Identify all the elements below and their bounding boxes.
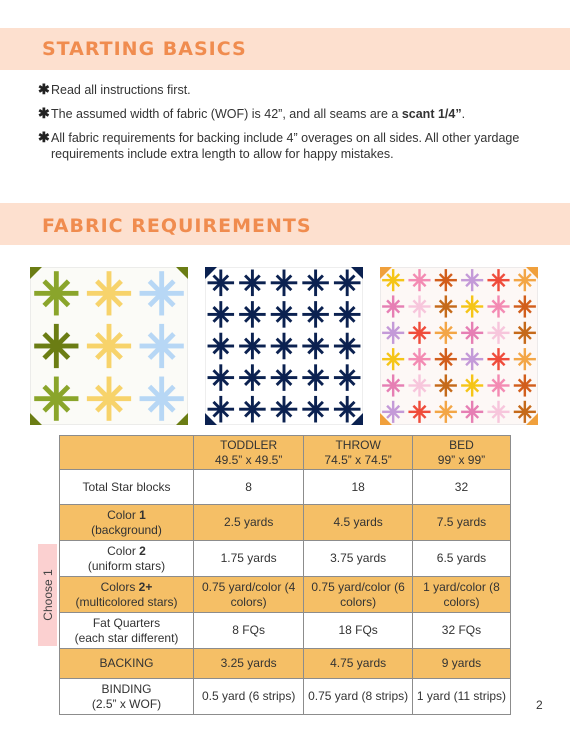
table-cell: 18 FQs: [304, 613, 413, 649]
row-label: BACKING: [60, 649, 194, 679]
table-corner-cell: [60, 436, 194, 470]
choose-one-label: Choose 1: [38, 544, 57, 646]
table-cell: 6.5 yards: [412, 541, 510, 577]
table-cell: 7.5 yards: [412, 505, 510, 541]
table-cell: 9 yards: [412, 649, 510, 679]
table-cell: 32 FQs: [412, 613, 510, 649]
table-cell: 2.5 yards: [194, 505, 304, 541]
fabric-requirements-table: [59, 435, 511, 715]
section-title: FABRIC REQUIREMENTS: [42, 215, 312, 237]
table-cell: 4.5 yards: [304, 505, 413, 541]
quilt-image-green: [30, 267, 188, 425]
table-cell: 3.25 yards: [194, 649, 304, 679]
table-cell: 4.75 yards: [304, 649, 413, 679]
table-row: [60, 505, 511, 541]
table-cell: 1.75 yards: [194, 541, 304, 577]
section-header-fabric-requirements: [0, 203, 570, 245]
section-header-starting-basics: [0, 28, 570, 70]
row-label: Color 2 (uniform stars): [60, 541, 194, 577]
table-header-bed: BED 99” x 99”: [412, 436, 510, 470]
quilt-image-multicolor: [380, 267, 538, 425]
basics-item: ✱ All fabric requirements for backing include 4” overages on all sides. All other yardage requirements include extra length to allow for happy mistakes.: [38, 129, 520, 161]
row-label: Fat Quarters (each star different): [60, 613, 194, 649]
table-row: [60, 679, 511, 715]
table-cell: 1 yard/color (8 colors): [412, 577, 510, 613]
table-cell: 8 FQs: [194, 613, 304, 649]
row-label: Color 1 (background): [60, 505, 194, 541]
asterisk-icon: ✱: [38, 105, 50, 121]
row-label: Colors 2+ (multicolored stars): [60, 577, 194, 613]
row-label: Total Star blocks: [60, 470, 194, 505]
table-cell: 8: [194, 470, 304, 505]
table-row: [60, 577, 511, 613]
table-row: [60, 470, 511, 505]
table-row: [60, 541, 511, 577]
table-row: [60, 649, 511, 679]
table-cell: 0.75 yard/color (6 colors): [304, 577, 413, 613]
table-cell: 0.5 yard (6 strips): [194, 679, 304, 715]
table-cell: 32: [412, 470, 510, 505]
table-cell: 0.75 yard (8 strips): [304, 679, 413, 715]
row-label: BINDING (2.5” x WOF): [60, 679, 194, 715]
table-cell: 0.75 yard/color (4 colors): [194, 577, 304, 613]
section-title: STARTING BASICS: [42, 38, 247, 60]
basics-item: ✱ The assumed width of fabric (WOF) is 42”, and all seams are a scant 1/4”.: [38, 105, 466, 121]
basics-list: [38, 82, 538, 170]
table-header-toddler: TODDLER 49.5” x 49.5”: [194, 436, 304, 470]
page-number: 2: [536, 698, 543, 712]
asterisk-icon: ✱: [38, 81, 50, 97]
asterisk-icon: ✱: [38, 129, 50, 145]
table-cell: 3.75 yards: [304, 541, 413, 577]
basics-item: ✱ Read all instructions first.: [38, 81, 191, 97]
table-cell: 18: [304, 470, 413, 505]
quilt-image-navy: [205, 267, 363, 425]
table-row: [60, 613, 511, 649]
table-cell: 1 yard (11 strips): [412, 679, 510, 715]
table-header-row: [60, 436, 511, 470]
table-header-throw: THROW 74.5” x 74.5”: [304, 436, 413, 470]
